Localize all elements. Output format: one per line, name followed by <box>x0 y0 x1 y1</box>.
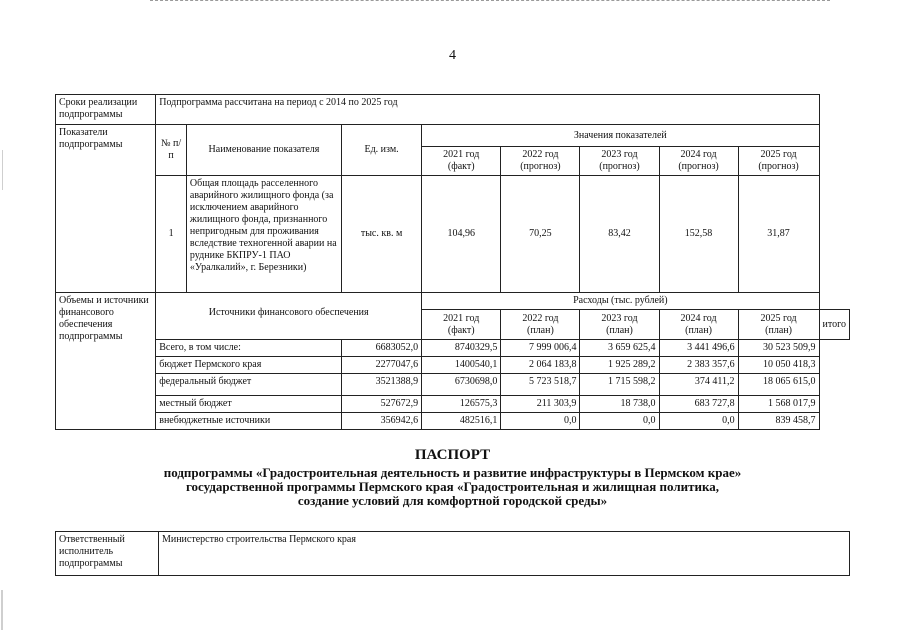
passport-subtitle-line: подпрограммы «Градостроительная деятельность и развитие инфраструктуры в Пермском крае» <box>163 465 742 480</box>
fin-value: 0,0 <box>501 413 580 430</box>
finance-row <box>56 374 850 396</box>
fin-value: 6730698,0 <box>422 374 501 396</box>
finance-row <box>56 357 850 374</box>
fin-value: 0,0 <box>580 413 659 430</box>
indicator-value-2023: 83,42 <box>580 176 659 293</box>
fin-value: 1 715 598,2 <box>580 374 659 396</box>
scan-edge-mark <box>2 150 3 190</box>
year-header-2023: 2023 год (прогноз) <box>580 147 659 176</box>
values-header: Значения показателей <box>422 125 819 147</box>
finance-label: Объемы и источники финансового обеспечения подпрограммы <box>56 293 156 430</box>
fin-value: 30 523 509,9 <box>738 340 819 357</box>
unit-header: Ед. изм. <box>341 125 421 176</box>
sources-header: Источники финансового обеспечения <box>156 293 422 340</box>
passport-subtitle-line: создание условий для комфортной городской среды» <box>297 493 608 508</box>
period-label: Сроки реализации подпрограммы <box>56 95 156 125</box>
indicator-value-2021: 104,96 <box>422 176 501 293</box>
fin-value: 8740329,5 <box>422 340 501 357</box>
fin-year-header-2025: 2025 год (план) <box>738 310 819 340</box>
year-header-2024: 2024 год (прогноз) <box>659 147 738 176</box>
fin-value: 374 411,2 <box>659 374 738 396</box>
fin-value: 211 303,9 <box>501 396 580 413</box>
finance-row <box>56 396 850 413</box>
fin-value: 839 458,7 <box>738 413 819 430</box>
fin-value: 3 659 625,4 <box>580 340 659 357</box>
fin-year-header-2023: 2023 год (план) <box>580 310 659 340</box>
fin-value: 18 065 615,0 <box>738 374 819 396</box>
fin-year-header-2022: 2022 год (план) <box>501 310 580 340</box>
finance-row <box>56 413 850 430</box>
passport-subtitle-line: государственной программы Пермского края «Градостроительная и жилищная политика, <box>185 479 720 494</box>
indicator-num: 1 <box>156 176 187 293</box>
num-header: № п/п <box>156 125 187 176</box>
fin-value: 126575,3 <box>422 396 501 413</box>
responsible-table <box>55 531 850 576</box>
fin-year-header-2021: 2021 год (факт) <box>422 310 501 340</box>
indicator-unit: тыс. кв. м <box>341 176 421 293</box>
fin-value: 482516,1 <box>422 413 501 430</box>
fin-value: 2277047,6 <box>341 357 421 374</box>
fin-value: 2 064 183,8 <box>501 357 580 374</box>
fin-value: 1400540,1 <box>422 357 501 374</box>
source-name: внебюджетные источники <box>156 413 342 430</box>
fin-value: 1 925 289,2 <box>580 357 659 374</box>
fin-value: 3 441 496,6 <box>659 340 738 357</box>
passport-title: ПАСПОРТ <box>414 447 491 463</box>
source-name: местный бюджет <box>156 396 342 413</box>
source-name: федеральный бюджет <box>156 374 342 396</box>
fin-value: 356942,6 <box>341 413 421 430</box>
indicators-label: Показатели подпрограммы <box>56 125 156 293</box>
fin-value: 18 738,0 <box>580 396 659 413</box>
total-header: итого <box>819 310 849 340</box>
fin-value: 1 568 017,9 <box>738 396 819 413</box>
period-value: Подпрограмма рассчитана на период с 2014 по 2025 год <box>156 95 819 125</box>
expenses-header: Расходы (тыс. рублей) <box>422 293 819 310</box>
scan-top-line <box>150 0 830 2</box>
passport-subtitle <box>0 466 905 508</box>
year-header-2021: 2021 год (факт) <box>422 147 501 176</box>
scan-edge-mark <box>1 590 3 630</box>
page-number: 4 <box>449 48 456 63</box>
year-header-2025: 2025 год (прогноз) <box>738 147 819 176</box>
name-header: Наименование показателя <box>186 125 341 176</box>
fin-value: 5 723 518,7 <box>501 374 580 396</box>
fin-value: 683 727,8 <box>659 396 738 413</box>
fin-value: 2 383 357,6 <box>659 357 738 374</box>
fin-value: 0,0 <box>659 413 738 430</box>
fin-value: 10 050 418,3 <box>738 357 819 374</box>
responsible-label: Ответственный исполнитель подпрограммы <box>56 532 159 576</box>
indicator-value-2024: 152,58 <box>659 176 738 293</box>
source-name: бюджет Пермского края <box>156 357 342 374</box>
indicator-value-2025: 31,87 <box>738 176 819 293</box>
fin-value: 527672,9 <box>341 396 421 413</box>
fin-value: 3521388,9 <box>341 374 421 396</box>
source-name: Всего, в том числе: <box>156 340 342 357</box>
indicator-name: Общая площадь расселенного аварийного жилищного фонда (за исключением аварийного жилищного фонда, признанного непригодным для проживания вследствие техногенной аварии на руднике БКПРУ-1 ПАО «Уралкалий», г. Березники) <box>186 176 341 293</box>
fin-value: 6683052,0 <box>341 340 421 357</box>
responsible-value: Министерство строительства Пермского края <box>158 532 849 576</box>
indicator-value-2022: 70,25 <box>501 176 580 293</box>
subprogram-table <box>55 94 850 430</box>
year-header-2022: 2022 год (прогноз) <box>501 147 580 176</box>
fin-year-header-2024: 2024 год (план) <box>659 310 738 340</box>
finance-row <box>56 340 850 357</box>
fin-value: 7 999 006,4 <box>501 340 580 357</box>
